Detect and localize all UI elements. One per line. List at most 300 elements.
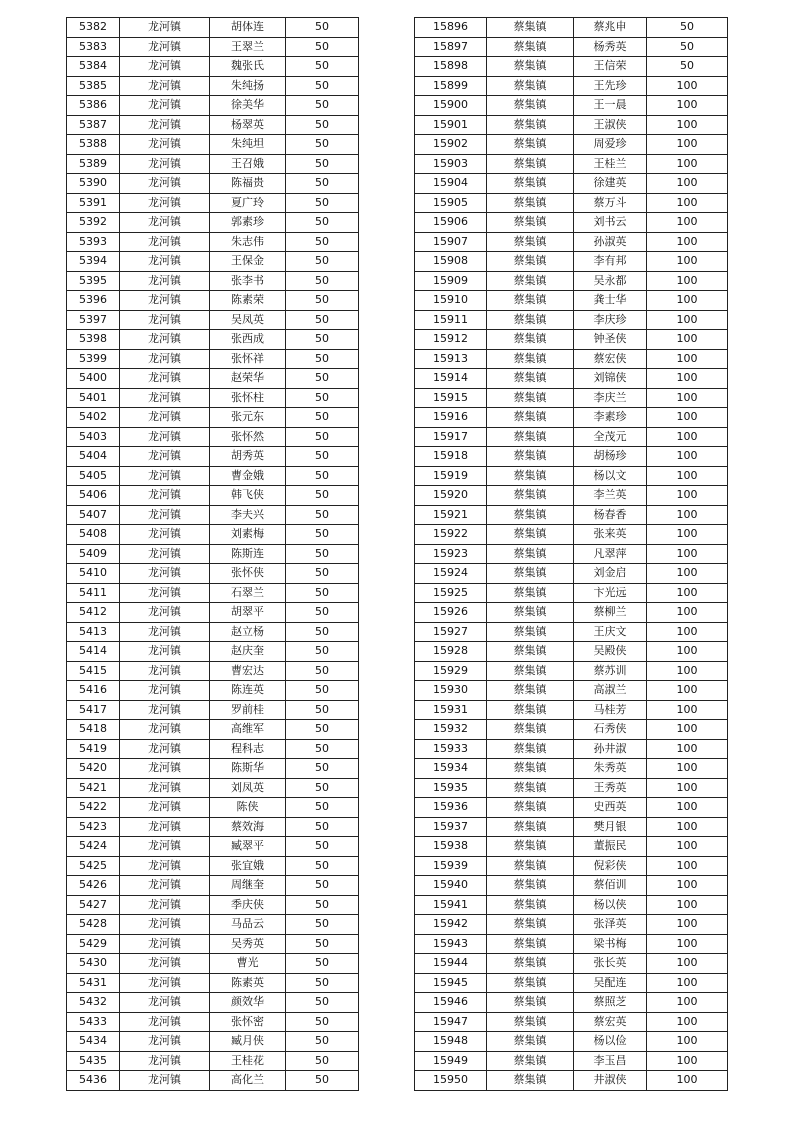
table-row bbox=[415, 525, 728, 545]
row-number-cell: 15914 bbox=[415, 369, 487, 389]
right-roster-body bbox=[415, 18, 728, 1091]
name-cell: 王先珍 bbox=[574, 76, 647, 96]
name-cell: 赵庆奎 bbox=[210, 642, 286, 662]
amount-cell: 50 bbox=[286, 915, 359, 935]
row-number-cell: 15919 bbox=[415, 466, 487, 486]
name-cell: 马品云 bbox=[210, 915, 286, 935]
name-cell: 井淑侠 bbox=[574, 1071, 647, 1091]
amount-cell: 50 bbox=[286, 934, 359, 954]
table-row bbox=[67, 544, 359, 564]
amount-cell: 100 bbox=[647, 603, 728, 623]
amount-cell: 50 bbox=[286, 174, 359, 194]
town-cell: 蔡集镇 bbox=[487, 174, 574, 194]
row-number-cell: 5419 bbox=[67, 739, 120, 759]
table-row bbox=[415, 349, 728, 369]
amount-cell: 100 bbox=[647, 798, 728, 818]
amount-cell: 50 bbox=[286, 622, 359, 642]
town-cell: 龙河镇 bbox=[120, 837, 210, 857]
town-cell: 蔡集镇 bbox=[487, 408, 574, 428]
amount-cell: 100 bbox=[647, 837, 728, 857]
amount-cell: 100 bbox=[647, 700, 728, 720]
town-cell: 龙河镇 bbox=[120, 798, 210, 818]
amount-cell: 100 bbox=[647, 720, 728, 740]
table-row bbox=[67, 18, 359, 38]
table-row bbox=[415, 427, 728, 447]
row-number-cell: 15923 bbox=[415, 544, 487, 564]
town-cell: 蔡集镇 bbox=[487, 973, 574, 993]
row-number-cell: 15945 bbox=[415, 973, 487, 993]
row-number-cell: 15932 bbox=[415, 720, 487, 740]
name-cell: 全茂元 bbox=[574, 427, 647, 447]
name-cell: 李有邦 bbox=[574, 252, 647, 272]
row-number-cell: 5426 bbox=[67, 876, 120, 896]
town-cell: 龙河镇 bbox=[120, 349, 210, 369]
name-cell: 杨以侠 bbox=[574, 895, 647, 915]
table-row bbox=[67, 934, 359, 954]
name-cell: 高化兰 bbox=[210, 1071, 286, 1091]
amount-cell: 100 bbox=[647, 583, 728, 603]
town-cell: 蔡集镇 bbox=[487, 135, 574, 155]
amount-cell: 100 bbox=[647, 895, 728, 915]
amount-cell: 100 bbox=[647, 486, 728, 506]
table-row bbox=[415, 798, 728, 818]
row-number-cell: 15930 bbox=[415, 681, 487, 701]
table-row bbox=[67, 174, 359, 194]
row-number-cell: 15913 bbox=[415, 349, 487, 369]
amount-cell: 100 bbox=[647, 915, 728, 935]
town-cell: 龙河镇 bbox=[120, 408, 210, 428]
town-cell: 龙河镇 bbox=[120, 759, 210, 779]
table-row bbox=[67, 1071, 359, 1091]
amount-cell: 100 bbox=[647, 408, 728, 428]
table-row bbox=[415, 876, 728, 896]
name-cell: 张怀密 bbox=[210, 1012, 286, 1032]
town-cell: 龙河镇 bbox=[120, 174, 210, 194]
town-cell: 蔡集镇 bbox=[487, 291, 574, 311]
name-cell: 胡体连 bbox=[210, 18, 286, 38]
town-cell: 龙河镇 bbox=[120, 622, 210, 642]
amount-cell: 50 bbox=[286, 661, 359, 681]
name-cell: 陈侠 bbox=[210, 798, 286, 818]
table-row bbox=[415, 213, 728, 233]
table-row bbox=[67, 1012, 359, 1032]
town-cell: 蔡集镇 bbox=[487, 57, 574, 77]
name-cell: 程科志 bbox=[210, 739, 286, 759]
name-cell: 王信荣 bbox=[574, 57, 647, 77]
town-cell: 龙河镇 bbox=[120, 700, 210, 720]
table-row bbox=[67, 837, 359, 857]
row-number-cell: 5388 bbox=[67, 135, 120, 155]
amount-cell: 50 bbox=[286, 447, 359, 467]
town-cell: 蔡集镇 bbox=[487, 525, 574, 545]
name-cell: 吴永都 bbox=[574, 271, 647, 291]
town-cell: 蔡集镇 bbox=[487, 798, 574, 818]
town-cell: 蔡集镇 bbox=[487, 232, 574, 252]
name-cell: 胡杨珍 bbox=[574, 447, 647, 467]
amount-cell: 50 bbox=[286, 193, 359, 213]
table-row bbox=[415, 310, 728, 330]
town-cell: 龙河镇 bbox=[120, 895, 210, 915]
amount-cell: 100 bbox=[647, 661, 728, 681]
town-cell: 蔡集镇 bbox=[487, 505, 574, 525]
name-cell: 马桂芳 bbox=[574, 700, 647, 720]
table-row bbox=[67, 505, 359, 525]
town-cell: 蔡集镇 bbox=[487, 583, 574, 603]
town-cell: 龙河镇 bbox=[120, 720, 210, 740]
town-cell: 蔡集镇 bbox=[487, 96, 574, 116]
name-cell: 张怀然 bbox=[210, 427, 286, 447]
row-number-cell: 5425 bbox=[67, 856, 120, 876]
name-cell: 蔡万斗 bbox=[574, 193, 647, 213]
town-cell: 蔡集镇 bbox=[487, 564, 574, 584]
amount-cell: 100 bbox=[647, 135, 728, 155]
row-number-cell: 5383 bbox=[67, 37, 120, 57]
amount-cell: 100 bbox=[647, 252, 728, 272]
name-cell: 蔡佰训 bbox=[574, 876, 647, 896]
amount-cell: 50 bbox=[286, 427, 359, 447]
name-cell: 张怀柱 bbox=[210, 388, 286, 408]
name-cell: 刘书云 bbox=[574, 213, 647, 233]
name-cell: 杨翠英 bbox=[210, 115, 286, 135]
name-cell: 罗前桂 bbox=[210, 700, 286, 720]
row-number-cell: 5431 bbox=[67, 973, 120, 993]
name-cell: 蔡兆申 bbox=[574, 18, 647, 38]
town-cell: 龙河镇 bbox=[120, 1051, 210, 1071]
row-number-cell: 5413 bbox=[67, 622, 120, 642]
name-cell: 赵荣华 bbox=[210, 369, 286, 389]
row-number-cell: 5384 bbox=[67, 57, 120, 77]
amount-cell: 50 bbox=[286, 154, 359, 174]
town-cell: 龙河镇 bbox=[120, 115, 210, 135]
town-cell: 龙河镇 bbox=[120, 388, 210, 408]
table-row bbox=[415, 154, 728, 174]
amount-cell: 50 bbox=[286, 876, 359, 896]
row-number-cell: 15903 bbox=[415, 154, 487, 174]
name-cell: 杨春香 bbox=[574, 505, 647, 525]
name-cell: 李庆珍 bbox=[574, 310, 647, 330]
table-row bbox=[67, 583, 359, 603]
name-cell: 魏张氏 bbox=[210, 57, 286, 77]
amount-cell: 50 bbox=[647, 18, 728, 38]
amount-cell: 100 bbox=[647, 76, 728, 96]
amount-cell: 50 bbox=[286, 778, 359, 798]
town-cell: 蔡集镇 bbox=[487, 349, 574, 369]
row-number-cell: 5427 bbox=[67, 895, 120, 915]
table-row bbox=[415, 564, 728, 584]
table-row bbox=[67, 57, 359, 77]
town-cell: 蔡集镇 bbox=[487, 154, 574, 174]
table-row bbox=[67, 700, 359, 720]
amount-cell: 50 bbox=[286, 525, 359, 545]
amount-cell: 50 bbox=[286, 739, 359, 759]
amount-cell: 100 bbox=[647, 778, 728, 798]
table-row bbox=[67, 915, 359, 935]
table-row bbox=[415, 856, 728, 876]
table-row bbox=[415, 57, 728, 77]
name-cell: 刘凤英 bbox=[210, 778, 286, 798]
row-number-cell: 5415 bbox=[67, 661, 120, 681]
name-cell: 张宜娥 bbox=[210, 856, 286, 876]
row-number-cell: 5424 bbox=[67, 837, 120, 857]
town-cell: 蔡集镇 bbox=[487, 18, 574, 38]
name-cell: 卞光远 bbox=[574, 583, 647, 603]
row-number-cell: 5385 bbox=[67, 76, 120, 96]
town-cell: 龙河镇 bbox=[120, 954, 210, 974]
town-cell: 蔡集镇 bbox=[487, 915, 574, 935]
amount-cell: 100 bbox=[647, 544, 728, 564]
table-row bbox=[415, 973, 728, 993]
row-number-cell: 15938 bbox=[415, 837, 487, 857]
table-row bbox=[415, 96, 728, 116]
row-number-cell: 15939 bbox=[415, 856, 487, 876]
name-cell: 吴殿侠 bbox=[574, 642, 647, 662]
amount-cell: 50 bbox=[286, 76, 359, 96]
table-row bbox=[67, 642, 359, 662]
table-row bbox=[415, 408, 728, 428]
town-cell: 蔡集镇 bbox=[487, 778, 574, 798]
row-number-cell: 5418 bbox=[67, 720, 120, 740]
table-row bbox=[415, 135, 728, 155]
amount-cell: 50 bbox=[286, 642, 359, 662]
row-number-cell: 15928 bbox=[415, 642, 487, 662]
table-row bbox=[415, 486, 728, 506]
row-number-cell: 15936 bbox=[415, 798, 487, 818]
row-number-cell: 5416 bbox=[67, 681, 120, 701]
town-cell: 蔡集镇 bbox=[487, 817, 574, 837]
row-number-cell: 5436 bbox=[67, 1071, 120, 1091]
table-row bbox=[67, 681, 359, 701]
name-cell: 蔡效海 bbox=[210, 817, 286, 837]
amount-cell: 100 bbox=[647, 427, 728, 447]
row-number-cell: 15897 bbox=[415, 37, 487, 57]
row-number-cell: 15920 bbox=[415, 486, 487, 506]
row-number-cell: 5390 bbox=[67, 174, 120, 194]
town-cell: 龙河镇 bbox=[120, 213, 210, 233]
table-row bbox=[67, 193, 359, 213]
row-number-cell: 5401 bbox=[67, 388, 120, 408]
table-row bbox=[415, 895, 728, 915]
row-number-cell: 15904 bbox=[415, 174, 487, 194]
row-number-cell: 15912 bbox=[415, 330, 487, 350]
table-row bbox=[67, 876, 359, 896]
name-cell: 龚士华 bbox=[574, 291, 647, 311]
amount-cell: 100 bbox=[647, 271, 728, 291]
row-number-cell: 5434 bbox=[67, 1032, 120, 1052]
name-cell: 凡翠萍 bbox=[574, 544, 647, 564]
name-cell: 陈斯连 bbox=[210, 544, 286, 564]
amount-cell: 100 bbox=[647, 232, 728, 252]
table-row bbox=[415, 954, 728, 974]
name-cell: 曹宏达 bbox=[210, 661, 286, 681]
amount-cell: 50 bbox=[286, 1012, 359, 1032]
table-row bbox=[415, 252, 728, 272]
table-row bbox=[415, 603, 728, 623]
town-cell: 龙河镇 bbox=[120, 37, 210, 57]
name-cell: 杨秀英 bbox=[574, 37, 647, 57]
name-cell: 杨以文 bbox=[574, 466, 647, 486]
amount-cell: 50 bbox=[286, 505, 359, 525]
name-cell: 樊月银 bbox=[574, 817, 647, 837]
row-number-cell: 15909 bbox=[415, 271, 487, 291]
amount-cell: 100 bbox=[647, 96, 728, 116]
amount-cell: 100 bbox=[647, 115, 728, 135]
table-row bbox=[67, 252, 359, 272]
table-row bbox=[415, 193, 728, 213]
name-cell: 王庆文 bbox=[574, 622, 647, 642]
row-number-cell: 5403 bbox=[67, 427, 120, 447]
town-cell: 蔡集镇 bbox=[487, 330, 574, 350]
amount-cell: 100 bbox=[647, 1032, 728, 1052]
row-number-cell: 5430 bbox=[67, 954, 120, 974]
row-number-cell: 5395 bbox=[67, 271, 120, 291]
amount-cell: 100 bbox=[647, 1071, 728, 1091]
table-row bbox=[415, 1032, 728, 1052]
row-number-cell: 5399 bbox=[67, 349, 120, 369]
town-cell: 龙河镇 bbox=[120, 291, 210, 311]
name-cell: 胡翠平 bbox=[210, 603, 286, 623]
town-cell: 蔡集镇 bbox=[487, 1012, 574, 1032]
row-number-cell: 15924 bbox=[415, 564, 487, 584]
name-cell: 胡秀英 bbox=[210, 447, 286, 467]
amount-cell: 100 bbox=[647, 934, 728, 954]
row-number-cell: 5404 bbox=[67, 447, 120, 467]
left-roster-table bbox=[66, 17, 359, 1091]
name-cell: 臧翠平 bbox=[210, 837, 286, 857]
town-cell: 龙河镇 bbox=[120, 135, 210, 155]
amount-cell: 50 bbox=[286, 291, 359, 311]
table-row bbox=[67, 369, 359, 389]
amount-cell: 50 bbox=[286, 252, 359, 272]
name-cell: 徐建英 bbox=[574, 174, 647, 194]
name-cell: 陈素英 bbox=[210, 973, 286, 993]
name-cell: 朱纯扬 bbox=[210, 76, 286, 96]
table-row bbox=[67, 973, 359, 993]
town-cell: 蔡集镇 bbox=[487, 934, 574, 954]
town-cell: 龙河镇 bbox=[120, 330, 210, 350]
name-cell: 李夫兴 bbox=[210, 505, 286, 525]
name-cell: 张怀侠 bbox=[210, 564, 286, 584]
amount-cell: 50 bbox=[286, 1051, 359, 1071]
table-row bbox=[67, 564, 359, 584]
table-row bbox=[67, 525, 359, 545]
name-cell: 张元东 bbox=[210, 408, 286, 428]
row-number-cell: 5389 bbox=[67, 154, 120, 174]
row-number-cell: 15947 bbox=[415, 1012, 487, 1032]
row-number-cell: 5429 bbox=[67, 934, 120, 954]
amount-cell: 50 bbox=[286, 895, 359, 915]
amount-cell: 50 bbox=[286, 369, 359, 389]
table-row bbox=[415, 388, 728, 408]
name-cell: 朱纯坦 bbox=[210, 135, 286, 155]
row-number-cell: 5423 bbox=[67, 817, 120, 837]
amount-cell: 50 bbox=[286, 486, 359, 506]
town-cell: 龙河镇 bbox=[120, 447, 210, 467]
row-number-cell: 15941 bbox=[415, 895, 487, 915]
town-cell: 龙河镇 bbox=[120, 252, 210, 272]
row-number-cell: 5396 bbox=[67, 291, 120, 311]
name-cell: 钟圣侠 bbox=[574, 330, 647, 350]
amount-cell: 50 bbox=[286, 1071, 359, 1091]
right-roster-table bbox=[414, 17, 728, 1091]
table-row bbox=[67, 408, 359, 428]
table-row bbox=[67, 213, 359, 233]
name-cell: 曹光 bbox=[210, 954, 286, 974]
amount-cell: 100 bbox=[647, 388, 728, 408]
town-cell: 蔡集镇 bbox=[487, 37, 574, 57]
amount-cell: 100 bbox=[647, 193, 728, 213]
row-number-cell: 15944 bbox=[415, 954, 487, 974]
amount-cell: 100 bbox=[647, 213, 728, 233]
amount-cell: 50 bbox=[286, 856, 359, 876]
town-cell: 蔡集镇 bbox=[487, 544, 574, 564]
table-row bbox=[415, 681, 728, 701]
town-cell: 龙河镇 bbox=[120, 661, 210, 681]
town-cell: 龙河镇 bbox=[120, 466, 210, 486]
amount-cell: 50 bbox=[286, 115, 359, 135]
amount-cell: 100 bbox=[647, 954, 728, 974]
town-cell: 蔡集镇 bbox=[487, 954, 574, 974]
amount-cell: 50 bbox=[647, 37, 728, 57]
table-row bbox=[67, 447, 359, 467]
row-number-cell: 15922 bbox=[415, 525, 487, 545]
amount-cell: 100 bbox=[647, 291, 728, 311]
row-number-cell: 5408 bbox=[67, 525, 120, 545]
amount-cell: 100 bbox=[647, 681, 728, 701]
amount-cell: 100 bbox=[647, 1051, 728, 1071]
table-row bbox=[67, 856, 359, 876]
town-cell: 蔡集镇 bbox=[487, 369, 574, 389]
table-row bbox=[67, 1051, 359, 1071]
town-cell: 蔡集镇 bbox=[487, 447, 574, 467]
town-cell: 龙河镇 bbox=[120, 57, 210, 77]
row-number-cell: 5397 bbox=[67, 310, 120, 330]
name-cell: 刘金启 bbox=[574, 564, 647, 584]
row-number-cell: 5407 bbox=[67, 505, 120, 525]
name-cell: 蔡宏英 bbox=[574, 1012, 647, 1032]
table-row bbox=[67, 895, 359, 915]
name-cell: 朱志伟 bbox=[210, 232, 286, 252]
name-cell: 王一晨 bbox=[574, 96, 647, 116]
name-cell: 臧月侠 bbox=[210, 1032, 286, 1052]
row-number-cell: 15948 bbox=[415, 1032, 487, 1052]
town-cell: 龙河镇 bbox=[120, 1012, 210, 1032]
row-number-cell: 15925 bbox=[415, 583, 487, 603]
row-number-cell: 15906 bbox=[415, 213, 487, 233]
table-row bbox=[415, 466, 728, 486]
town-cell: 龙河镇 bbox=[120, 18, 210, 38]
amount-cell: 50 bbox=[286, 232, 359, 252]
town-cell: 蔡集镇 bbox=[487, 1032, 574, 1052]
row-number-cell: 15907 bbox=[415, 232, 487, 252]
town-cell: 龙河镇 bbox=[120, 564, 210, 584]
town-cell: 龙河镇 bbox=[120, 310, 210, 330]
town-cell: 龙河镇 bbox=[120, 1032, 210, 1052]
row-number-cell: 5398 bbox=[67, 330, 120, 350]
amount-cell: 50 bbox=[286, 993, 359, 1013]
town-cell: 龙河镇 bbox=[120, 1071, 210, 1091]
town-cell: 龙河镇 bbox=[120, 681, 210, 701]
amount-cell: 100 bbox=[647, 993, 728, 1013]
amount-cell: 100 bbox=[647, 876, 728, 896]
row-number-cell: 5386 bbox=[67, 96, 120, 116]
row-number-cell: 5405 bbox=[67, 466, 120, 486]
town-cell: 龙河镇 bbox=[120, 603, 210, 623]
row-number-cell: 15937 bbox=[415, 817, 487, 837]
table-row bbox=[67, 271, 359, 291]
amount-cell: 50 bbox=[286, 954, 359, 974]
table-row bbox=[415, 115, 728, 135]
name-cell: 吴凤英 bbox=[210, 310, 286, 330]
